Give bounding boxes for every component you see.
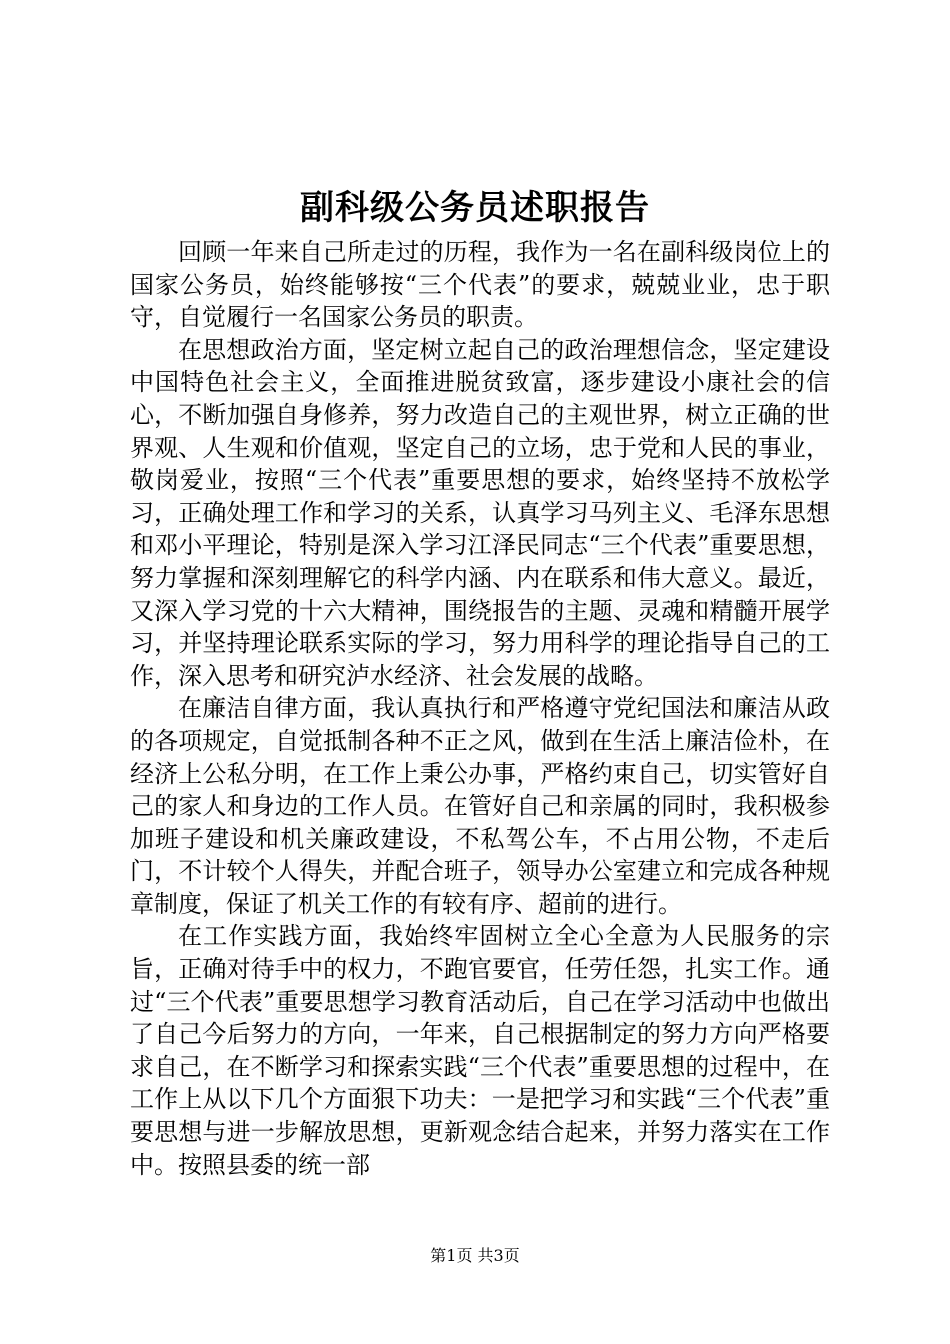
paragraph-integrity: 在廉洁自律方面，我认真执行和严格遵守党纪国法和廉洁从政的各项规定，自觉抵制各种不正之风，做到在生活上廉洁俭朴，在经济上公私分明，在工作上秉公办事，严格约束自己，切实管好自己的家人和身边的工作人员。在管好自己和亲属的同时，我积极参加班子建设和机关廉政建设，不私驾公车，不占用公物，不走后门，不计较个人得失，并配合班子，领导办公室建立和完成各种规章制度，保证了机关工作的有较有序、超前的进行。: [130, 694, 830, 918]
paragraph-political: 在思想政治方面，坚定树立起自己的政治理想信念，坚定建设中国特色社会主义，全面推进脱贫致富，逐步建设小康社会的信心，不断加强自身修养，努力改造自己的主观世界，树立正确的世界观、人生观和价值观，坚定自己的立场，忠于党和人民的事业，敬岗爱业，按照“三个代表”重要思想的要求，始终坚持不放松学习，正确处理工作和学习的关系，认真学习马列主义、毛泽东思想和邓小平理论，特别是深入学习江泽民同志“三个代表”重要思想，努力掌握和深刻理解它的科学内涵、内在联系和伟大意义。最近，又深入学习党的十六大精神，围绕报告的主题、灵魂和精髓开展学习，并坚持理论联系实际的学习，努力用科学的理论指导自己的工作，深入思考和研究泸水经济、社会发展的战略。: [130, 335, 830, 690]
paragraph-work-practice: 在工作实践方面，我始终牢固树立全心全意为人民服务的宗旨，正确对待手中的权力，不跑官要官，任劳任怨，扎实工作。通过“三个代表”重要思想学习教育活动后，自己在学习活动中也做出了自己今后努力的方向，一年来，自己根据制定的努力方向严格要求自己，在不断学习和探索实践“三个代表”重要思想的过程中，在工作上从以下几个方面狠下功夫：一是把学习和实践“三个代表”重要思想与进一步解放思想，更新观念结合起来，并努力落实在工作中。按照县委的统一部: [130, 922, 830, 1179]
document-title: 副科级公务员述职报告: [300, 188, 650, 228]
page-number-footer: 第1页 共3页: [430, 1246, 520, 1265]
document-body: [130, 236, 830, 1181]
paragraph-intro: 回顾一年来自己所走过的历程，我作为一名在副科级岗位上的国家公务员，始终能够按“三个代表”的要求，兢兢业业，忠于职守，自觉履行一名国家公务员的职责。: [130, 238, 830, 332]
